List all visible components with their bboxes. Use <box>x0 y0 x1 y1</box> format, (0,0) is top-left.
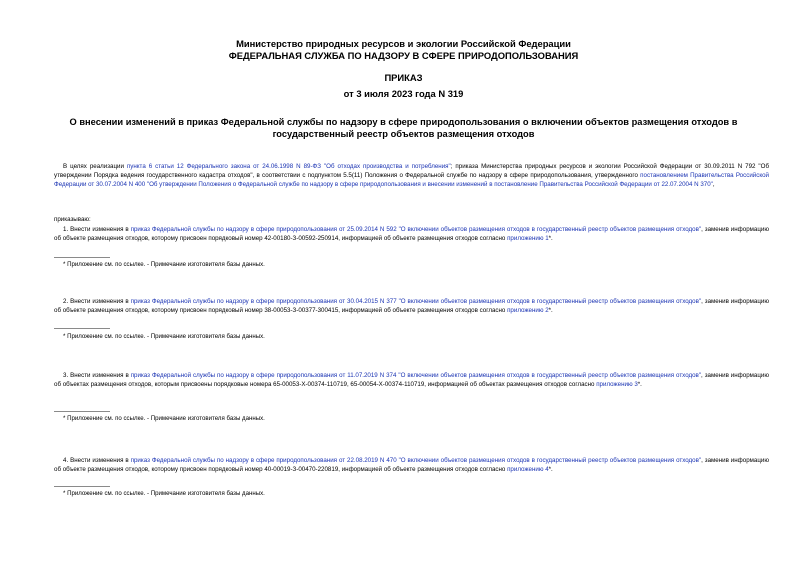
item-1-text: , заменив информацию об объекте размещения отходов, которому присвоен порядковый номер 42-00180-З-00592-250914, информацией об объекте размещения отходов согласно <box>54 226 769 242</box>
item-4-prefix: 4. Внести изменения в <box>63 457 131 464</box>
preamble-text-4: , <box>712 180 715 188</box>
service-name: ФЕДЕРАЛЬНАЯ СЛУЖБА ПО НАДЗОРУ В СФЕРЕ ПРИРОДОПОЛЬЗОВАНИЯ <box>228 50 579 61</box>
footnote-divider-2 <box>54 328 110 329</box>
item-3-prefix: 3. Внести изменения в <box>63 372 131 379</box>
order-item-2 <box>54 298 769 316</box>
preamble-text-3: , в соответствии с подпунктом 5.5(11) Положения о Федеральной службе по надзору в сфере природопользования, утвержденного <box>252 171 641 179</box>
appendix-2-link[interactable]: приложению 2 <box>507 306 549 314</box>
order-word: приказываю: <box>54 216 91 223</box>
order-470-link[interactable]: приказ Федеральной службы по надзору в сфере природопользования от 22.08.2019 N 470 "О включении объектов размещения отходов в государственный реестр объектов размещения отходов" <box>130 457 702 464</box>
ministry-name: Министерство природных ресурсов и экологии Российской Федерации <box>236 38 571 49</box>
order-item-1 <box>54 226 769 244</box>
preamble-text-1: В целях реализации <box>63 163 127 170</box>
footnote-divider-4 <box>54 486 110 487</box>
item-1-suffix: *. <box>548 234 553 242</box>
footnote-divider-1 <box>54 257 110 258</box>
order-item-3 <box>54 372 769 390</box>
document-subject: О внесении изменений в приказ Федеральной службы по надзору в сфере природопользования о включении объектов размещения отходов в государственный реестр объектов размещения отходов <box>69 117 738 139</box>
footnote-3: * Приложение см. по ссылке. - Примечание изготовителя базы данных. <box>63 415 265 422</box>
item-2-text: , заменив информацию об объекте размещения отходов, которому присвоен порядковый номер 38-00053-З-00377-300415, информацией об объекте размещения отходов согласно <box>54 298 769 314</box>
order-374-link[interactable]: приказ Федеральной службы по надзору в сфере природопользования от 11.07.2019 N 374 "О включении объектов размещения отходов в государственный реестр объектов размещения отходов" <box>130 372 702 379</box>
item-4-text: , заменив информацию об объекте размещения отходов, которому присвоен порядковый номер 40-00019-З-00470-220819, информацией об объекте размещения отходов согласно <box>54 457 769 473</box>
footnote-2: * Приложение см. по ссылке. - Примечание изготовителя базы данных. <box>63 333 265 340</box>
item-3-suffix: *. <box>637 380 642 388</box>
order-592-link[interactable]: приказ Федеральной службы по надзору в сфере природопользования от 25.09.2014 N 592 "О включении объектов размещения отходов в государственный реестр объектов размещения отходов" <box>130 226 702 233</box>
document-date-number: от 3 июля 2023 года N 319 <box>343 88 464 99</box>
item-2-suffix: *. <box>548 306 553 314</box>
preamble-text-2: ; приказа Министерства природных ресурсов и экологии Российской Федерации от 30.09.2011 N 792 "Об утверждении Порядка ведения государственного кадастра отходов" <box>54 163 769 179</box>
footnote-4: * Приложение см. по ссылке. - Примечание изготовителя базы данных. <box>63 490 265 497</box>
order-377-link[interactable]: приказ Федеральной службы по надзору в сфере природопользования от 30.04.2015 N 377 "О включении объектов размещения отходов в государственный реестр объектов размещения отходов" <box>130 298 702 305</box>
item-2-prefix: 2. Внести изменения в <box>63 298 131 305</box>
item-3-text: , заменив информацию об объектах размещения отходов, которым присвоены порядковые номера 65-00053-Х-00374-110719, 65-00054-Х-00374-110719, информацией об объектах размещения отходов согласно <box>54 372 769 388</box>
preamble-paragraph <box>54 163 769 190</box>
resolution-400-link[interactable]: постановлением Правительства Российской Федерации от 30.07.2004 N 400 "Об утверждении Положения о Федеральной службе по надзору в сфере природопользования и внесении изменений в постановление Правительства Российской Федерации от 22.07.2004 N 370" <box>54 171 769 188</box>
appendix-4-link[interactable]: приложению 4 <box>507 465 549 473</box>
item-4-suffix: *. <box>548 465 553 473</box>
appendix-3-link[interactable]: приложению 3 <box>596 380 638 388</box>
order-item-4 <box>54 457 769 475</box>
footnote-1: * Приложение см. по ссылке. - Примечание изготовителя базы данных. <box>63 261 265 268</box>
item-1-prefix: 1. Внести изменения в <box>63 226 131 233</box>
footnote-divider-3 <box>54 411 110 412</box>
law-89fz-link[interactable]: пункта 6 статьи 12 Федерального закона от 24.06.1998 N 89-ФЗ "Об отходах производства и потребления" <box>126 163 451 170</box>
document-type: ПРИКАЗ <box>384 72 423 83</box>
appendix-1-link[interactable]: приложению 1 <box>507 234 549 242</box>
